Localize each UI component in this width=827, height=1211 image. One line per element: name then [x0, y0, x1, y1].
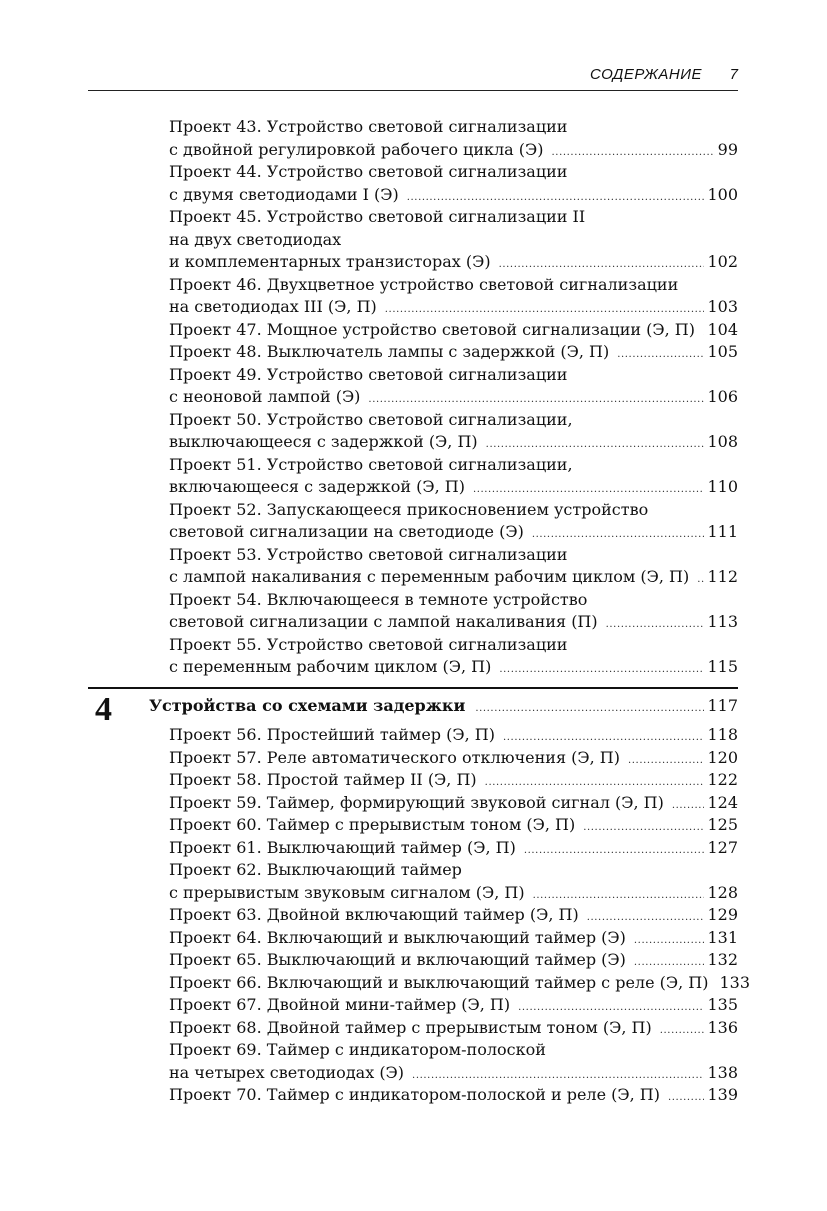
entry-text: выключающееся с задержкой (Э, П) [169, 432, 478, 451]
entry-text: на четырех светодиодах (Э) [169, 1062, 405, 1082]
leader-dots [672, 795, 705, 818]
entry-text: Проект 47. Мощное устройство световой сигнализации (Э, П) [169, 319, 695, 339]
chapter-divider [88, 687, 738, 689]
chapter-page: 117 [707, 696, 738, 715]
entry-last-line [169, 521, 738, 544]
toc-entry[interactable] [169, 589, 738, 634]
toc-entry[interactable] [169, 1084, 738, 1107]
entry-last-line [169, 386, 738, 409]
entry-last-line [169, 1017, 738, 1040]
entry-last-line [169, 994, 738, 1017]
toc-entry[interactable] [169, 341, 738, 364]
entry-text: и комплементарных транзисторах (Э) [169, 252, 491, 271]
entry-page-number: 108 [707, 432, 738, 451]
leader-dots [660, 1020, 705, 1043]
entry-page-number: 111 [707, 522, 738, 541]
entry-text: Проект 70. Таймер с индикатором-полоской и реле (Э, П) [169, 1085, 660, 1104]
entry-page-number: 102 [707, 252, 738, 271]
entry-text: Проект 58. Простой таймер II (Э, П) [169, 770, 477, 789]
entry-page-number: 129 [707, 905, 738, 924]
chapter-title: Устройства со схемами задержки [149, 696, 466, 715]
leader-dots [697, 569, 704, 592]
entry-last-line [169, 251, 738, 274]
entry-text: Проект 57. Реле автоматического отключения (Э, П) [169, 747, 620, 767]
entry-text: Проект 59. Таймер, формирующий звуковой сигнал (Э, П) [169, 792, 664, 812]
toc-entry[interactable] [169, 364, 738, 409]
leader-dots [628, 750, 704, 773]
entry-page-number: 103 [707, 297, 738, 316]
chapter-heading[interactable] [149, 694, 738, 721]
entry-page-number: 99 [717, 139, 738, 159]
entry-page-number: 125 [707, 815, 738, 834]
entry-page-number: 139 [707, 1085, 738, 1104]
toc-entry[interactable] [169, 544, 738, 589]
entry-text: с двойной регулировкой рабочего цикла (Э) [169, 139, 544, 159]
chapter-number: 4 [95, 691, 112, 728]
leader-dots [552, 142, 715, 165]
entry-page-number: 138 [707, 1062, 738, 1082]
entry-page-number: 106 [707, 387, 738, 406]
toc-entry[interactable] [169, 747, 738, 770]
entry-last-line [169, 724, 738, 747]
entry-line: Проект 53. Устройство световой сигнализации [169, 544, 568, 564]
toc-entry[interactable] [169, 1039, 738, 1084]
toc-entry[interactable] [169, 116, 738, 161]
toc-entry[interactable] [169, 206, 738, 274]
entry-line: Проект 46. Двухцветное устройство световой сигнализации [169, 274, 679, 294]
toc-entry[interactable] [169, 499, 738, 544]
toc-section-2 [169, 724, 751, 1107]
entry-page-number: 118 [707, 725, 738, 744]
entry-page-number: 132 [707, 950, 738, 969]
entry-page-number: 136 [707, 1017, 738, 1037]
toc-entry[interactable] [169, 927, 738, 950]
entry-last-line [169, 792, 738, 815]
entry-page-number: 133 [719, 972, 751, 992]
entry-page-number: 122 [707, 770, 738, 789]
entry-text: с прерывистым звуковым сигналом (Э, П) [169, 882, 525, 902]
leader-dots [499, 659, 704, 682]
entry-last-line [169, 1062, 738, 1085]
entry-text: световой сигнализации на светодиоде (Э) [169, 522, 524, 541]
entry-page-number: 104 [707, 319, 738, 339]
leader-dots [583, 817, 704, 840]
entry-line: Проект 50. Устройство световой сигнализации, [169, 409, 573, 429]
running-header [88, 62, 738, 91]
entry-last-line [169, 476, 738, 499]
entry-text: на светодиодах III (Э, П) [169, 297, 377, 316]
entry-last-line [169, 566, 738, 589]
entry-last-line [169, 341, 738, 364]
toc-entry[interactable] [169, 769, 738, 792]
entry-text: включающееся с задержкой (Э, П) [169, 477, 465, 496]
entry-line: на двух светодиодах [169, 229, 342, 249]
entry-page-number: 128 [707, 882, 738, 902]
entry-text: Проект 65. Выключающий и включающий таймер (Э) [169, 950, 626, 969]
toc-entry[interactable] [169, 161, 738, 206]
entry-last-line [169, 1084, 738, 1107]
entry-page-number: 124 [707, 792, 738, 812]
toc-entry[interactable] [169, 904, 738, 927]
toc-entry[interactable] [169, 972, 751, 995]
entry-last-line [169, 769, 738, 792]
toc-entry[interactable] [169, 634, 738, 679]
entry-line: Проект 44. Устройство световой сигнализации [169, 162, 568, 181]
leader-dots [703, 322, 704, 345]
toc-entry[interactable] [169, 319, 738, 342]
entry-line: Проект 49. Устройство световой сигнализации [169, 364, 568, 384]
entry-text: Проект 48. Выключатель лампы с задержкой (Э, П) [169, 342, 610, 361]
entry-last-line [169, 184, 738, 207]
toc-entry[interactable] [169, 274, 738, 319]
entry-page-number: 113 [707, 612, 738, 631]
entry-text: Проект 66. Включающий и выключающий таймер с реле (Э, П) [169, 972, 709, 992]
entry-text: световой сигнализации с лампой накаливания (П) [169, 612, 598, 631]
leader-dots [524, 840, 705, 863]
entry-last-line [169, 139, 738, 162]
entry-last-line [169, 656, 738, 679]
entry-last-line [169, 949, 738, 972]
entry-last-line [169, 972, 751, 995]
toc-entry[interactable] [169, 949, 738, 972]
entry-text: Проект 63. Двойной включающий таймер (Э, П) [169, 905, 579, 924]
entry-page-number: 127 [707, 837, 738, 857]
entry-line: Проект 62. Выключающий таймер [169, 860, 462, 879]
entry-line: Проект 54. Включающееся в темноте устройство [169, 589, 588, 609]
entry-page-number: 110 [707, 477, 738, 496]
leader-dots [668, 1087, 704, 1110]
entry-text: Проект 60. Таймер с прерывистым тоном (Э, П) [169, 815, 576, 834]
entry-last-line [169, 882, 738, 905]
entry-text: с лампой накаливания с переменным рабочим циклом (Э, П) [169, 567, 690, 586]
entry-text: Проект 56. Простейший таймер (Э, П) [169, 725, 495, 744]
toc-entry[interactable] [169, 1017, 738, 1040]
entry-line: Проект 51. Устройство световой сигнализации, [169, 454, 573, 474]
entry-text: Проект 67. Двойной мини-таймер (Э, П) [169, 995, 511, 1014]
toc-entry[interactable] [169, 724, 738, 747]
toc-entry[interactable] [169, 814, 738, 837]
entry-line: Проект 55. Устройство световой сигнализации [169, 634, 568, 654]
entry-page-number: 115 [707, 657, 738, 676]
entry-last-line [169, 431, 738, 454]
header-page-number: 7 [729, 66, 738, 83]
entry-page-number: 120 [707, 747, 738, 767]
entry-text: Проект 61. Выключающий таймер (Э, П) [169, 837, 516, 857]
entry-line: Проект 45. Устройство световой сигнализации II [169, 207, 586, 226]
entry-page-number: 105 [707, 342, 738, 361]
header-title: СОДЕРЖАНИЕ [589, 66, 702, 83]
entry-page-number: 135 [707, 995, 738, 1014]
entry-text: с переменным рабочим циклом (Э, П) [169, 657, 492, 676]
entry-page-number: 131 [707, 927, 738, 947]
entry-last-line [169, 837, 738, 860]
entry-last-line [169, 747, 738, 770]
entry-text: с двумя светодиодами I (Э) [169, 184, 399, 204]
toc-entry[interactable] [169, 409, 738, 454]
entry-text: с неоновой лампой (Э) [169, 387, 361, 406]
leader-dots [617, 344, 704, 367]
toc-entry[interactable] [169, 837, 738, 860]
entry-page-number: 112 [707, 567, 738, 586]
entry-last-line [169, 611, 738, 634]
entry-line: Проект 43. Устройство световой сигнализации [169, 117, 568, 136]
entry-line: Проект 69. Таймер с индикатором-полоской [169, 1040, 546, 1059]
entry-last-line [169, 319, 738, 342]
entry-page-number: 100 [707, 184, 738, 204]
entry-last-line [169, 814, 738, 837]
toc-entry[interactable] [169, 859, 738, 904]
toc-entry[interactable] [169, 792, 738, 815]
leader-dots [475, 697, 704, 721]
leader-dots [634, 930, 705, 953]
toc-entry[interactable] [169, 994, 738, 1017]
entry-last-line [169, 927, 738, 950]
entry-line: Проект 52. Запускающееся прикосновением устройство [169, 499, 649, 519]
entry-last-line [169, 904, 738, 927]
toc-entry[interactable] [169, 454, 738, 499]
entry-text: Проект 64. Включающий и выключающий таймер (Э) [169, 927, 626, 947]
entry-text: Проект 68. Двойной таймер с прерывистым тоном (Э, П) [169, 1017, 652, 1037]
toc-section-1 [169, 116, 738, 679]
entry-last-line [169, 296, 738, 319]
leader-dots [606, 614, 705, 637]
